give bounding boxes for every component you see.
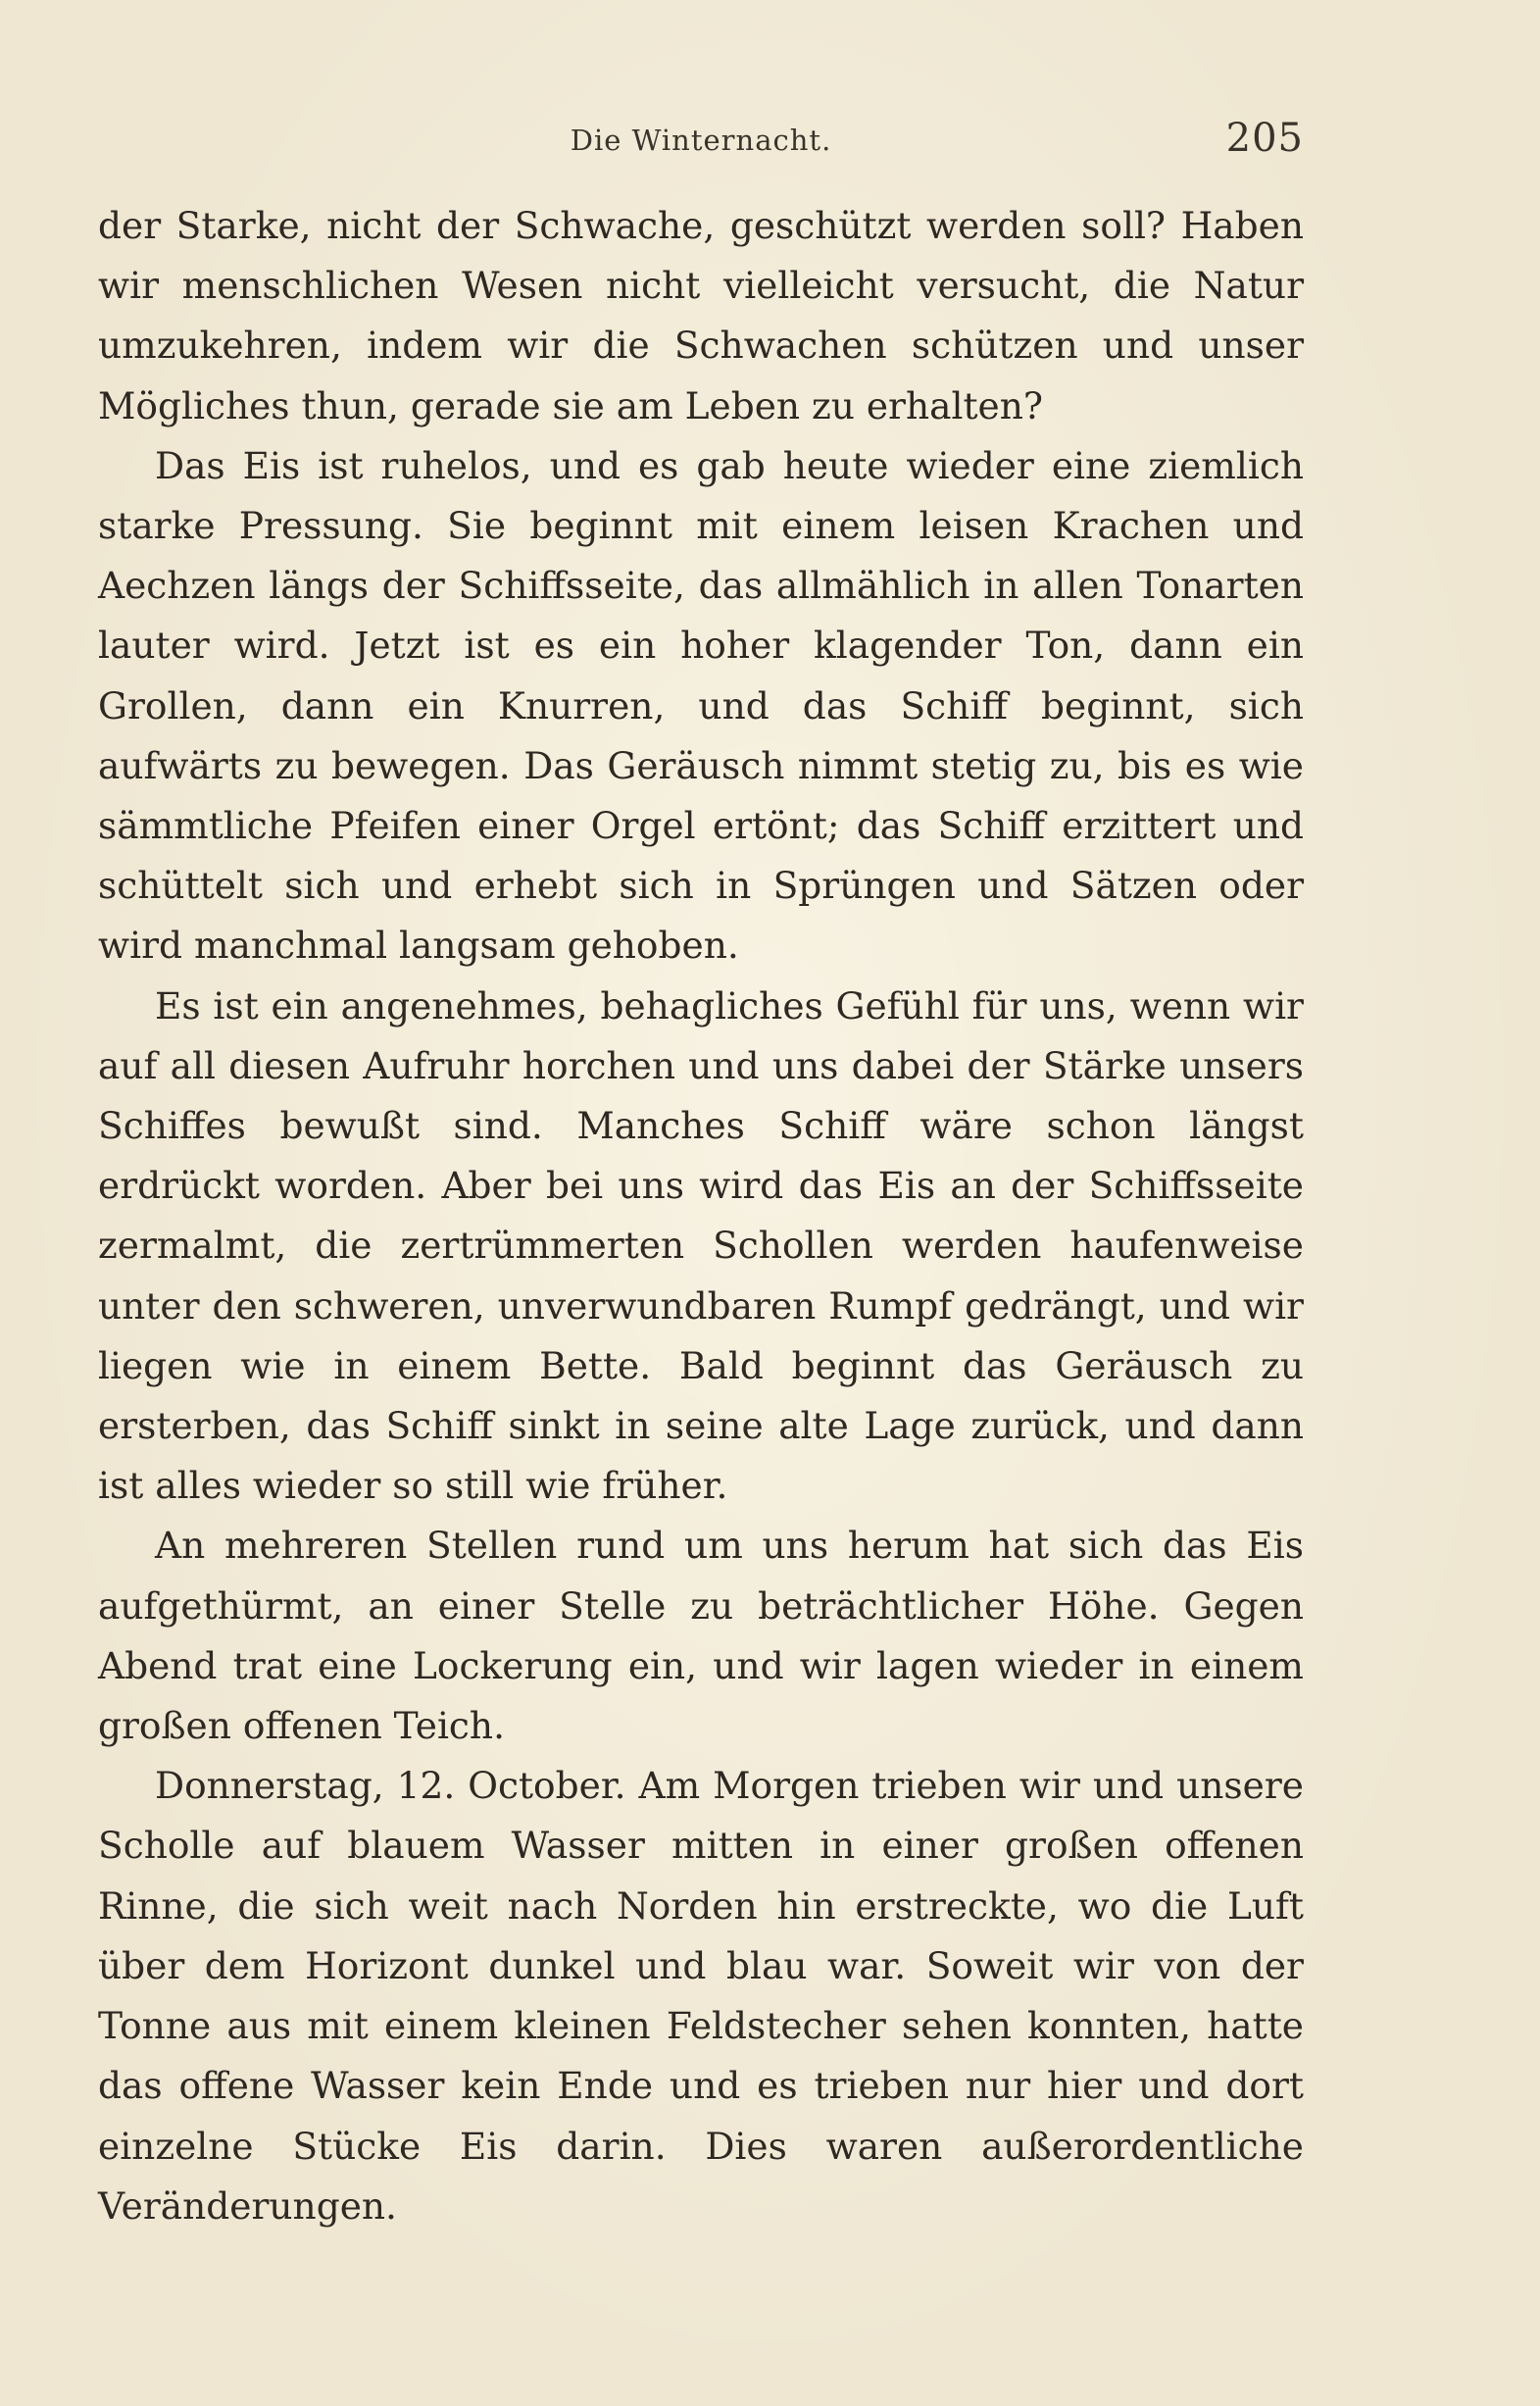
page-number: 205 (1225, 116, 1304, 161)
running-header (98, 116, 1304, 165)
paragraph: Es ist ein angenehmes, behagliches Gefühl für uns, wenn wir auf all diesen Aufruhr horchen und uns dabei der Stärke unsers Schiffes bewußt sind. Manches Schiff wäre schon längst erdrückt worden. Aber bei uns wird das Eis an der Schiffsseite zermalmt, die zertrümmerten Schollen werden haufenweise unter den schweren, unverwundbaren Rumpf gedrängt, und wir liegen wie in einem Bette. Bald beginnt das Geräusch zu ersterben, das Schiff sinkt in seine alte Lage zurück, und dann ist alles wieder so still wie früher. (98, 983, 1304, 1508)
paragraph: An mehreren Stellen rund um uns herum hat sich das Eis aufgethürmt, an einer Stelle zu beträchtlicher Höhe. Gegen Abend trat eine Lockerung ein, und wir lagen wieder in einem großen offenen Teich. (98, 1524, 1304, 1748)
paragraph-continuation: der Starke, nicht der Schwache, geschützt werden soll? Haben wir menschlichen Wesen nicht vielleicht versucht, die Natur umzukehren, indem wir die Schwachen schützen und unser Mögliches thun, gerade sie am Leben zu erhalten? (98, 204, 1304, 427)
running-title: Die Winternacht. (570, 124, 832, 157)
paragraph: Das Eis ist ruhelos, und es gab heute wieder eine ziemlich starke Pressung. Sie beginnt mit einem leisen Krachen und Aechzen längs der Schiffsseite, das allmählich in allen Tonarten lauter wird. Jetzt ist es ein hoher klagender Ton, dann ein Grollen, dann ein Knurren, und das Schiff beginnt, sich aufwärts zu bewegen. Das Geräusch nimmt stetig zu, bis es wie sämmtliche Pfeifen einer Orgel ertönt; das Schiff erzittert und schüttelt sich und erhebt sich in Sprüngen und Sätzen oder wird manchmal langsam gehoben. (98, 443, 1304, 968)
body-text (98, 196, 1304, 2236)
paragraph-diary-entry: Donnerstag, 12. October. Am Morgen trieben wir und unsere Scholle auf blauem Wasser mitten in einer großen offenen Rinne, die sich weit nach Norden hin erstreckte, wo die Luft über dem Horizont dunkel und blau war. Soweit wir von der Tonne aus mit einem kleinen Feldstecher sehen konnten, hatte das offene Wasser kein Ende und es trieben nur hier und dort einzelne Stücke Eis darin. Dies waren außerordentliche Veränderungen. (98, 1764, 1304, 2228)
